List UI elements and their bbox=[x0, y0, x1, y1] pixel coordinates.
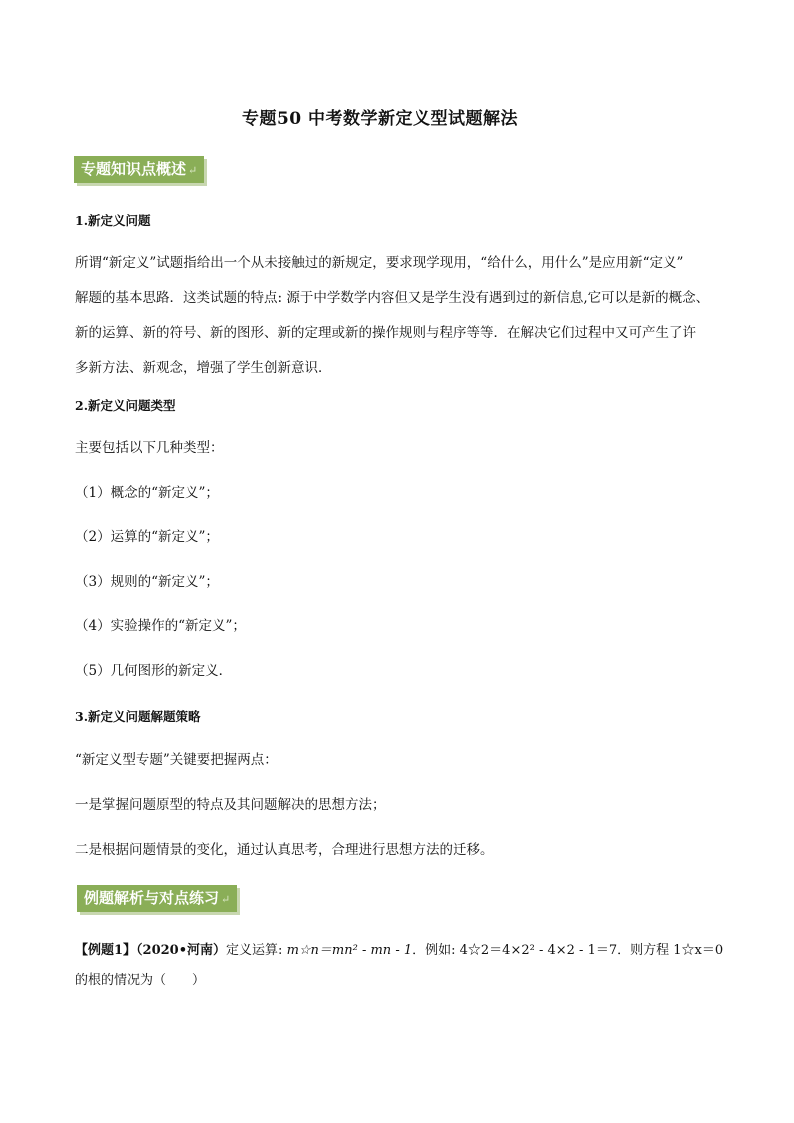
section-banner-examples bbox=[77, 885, 237, 912]
section-banner-overview bbox=[74, 156, 204, 183]
banner-label: 专题知识点概述 bbox=[81, 160, 187, 178]
paragraph-line: 所谓“新定义”试题指给出一个从未接触过的新规定，要求现学现用，“给什么，用什么”是应用新“定义” bbox=[75, 255, 684, 271]
paragraph-line: 二是根据问题情景的变化，通过认真思考，合理进行思想方法的迁移。 bbox=[75, 842, 494, 858]
paragraph-line: 一是掌握问题原型的特点及其问题解决的思想方法； bbox=[75, 797, 386, 813]
example-question-line-2: 的根的情况为（ ） bbox=[75, 973, 206, 988]
list-item: （5）几何图形的新定义． bbox=[75, 663, 233, 679]
section-heading-2: 2.新定义问题类型 bbox=[75, 398, 176, 413]
paragraph-line: “新定义型专题”关键要把握两点： bbox=[75, 752, 278, 768]
list-item: （2）运算的“新定义”； bbox=[75, 529, 219, 545]
example-text: ．例如: 4☆2＝4×2² - 4×2 - 1＝7．则方程 1☆x＝0 bbox=[412, 943, 724, 958]
paragraph-line: 多新方法、新观念，增强了学生创新意识． bbox=[75, 360, 332, 376]
example-question-line-1 bbox=[75, 936, 735, 966]
return-mark-icon: ↵ bbox=[188, 164, 198, 177]
list-item: （4）实验操作的“新定义”； bbox=[75, 618, 246, 634]
list-item: （1）概念的“新定义”； bbox=[75, 485, 219, 501]
paragraph-line: 解题的基本思路．这类试题的特点: 源于中学数学内容但又是学生没有遇到过的新信息,它可以是新的概念、 bbox=[75, 290, 710, 306]
list-item: （3）规则的“新定义”； bbox=[75, 574, 219, 590]
example-label: 【例题1】 bbox=[75, 943, 137, 958]
banner-label: 例题解析与对点练习 bbox=[84, 889, 220, 907]
paragraph-line: 主要包括以下几种类型： bbox=[75, 440, 224, 456]
page-title: 专题50 中考数学新定义型试题解法 bbox=[241, 109, 519, 129]
section-heading-3: 3.新定义问题解题策略 bbox=[75, 709, 201, 724]
example-source: （2020•河南） bbox=[136, 943, 227, 958]
example-formula: m☆n＝mn² - mn - 1 bbox=[286, 943, 413, 958]
section-heading-1: 1.新定义问题 bbox=[75, 213, 151, 228]
example-text: 定义运算: bbox=[226, 943, 287, 958]
return-mark-icon: ↵ bbox=[221, 893, 231, 906]
paragraph-line: 新的运算、新的符号、新的图形、新的定理或新的操作规则与程序等等．在解决它们过程中又可产生了许 bbox=[75, 325, 696, 341]
